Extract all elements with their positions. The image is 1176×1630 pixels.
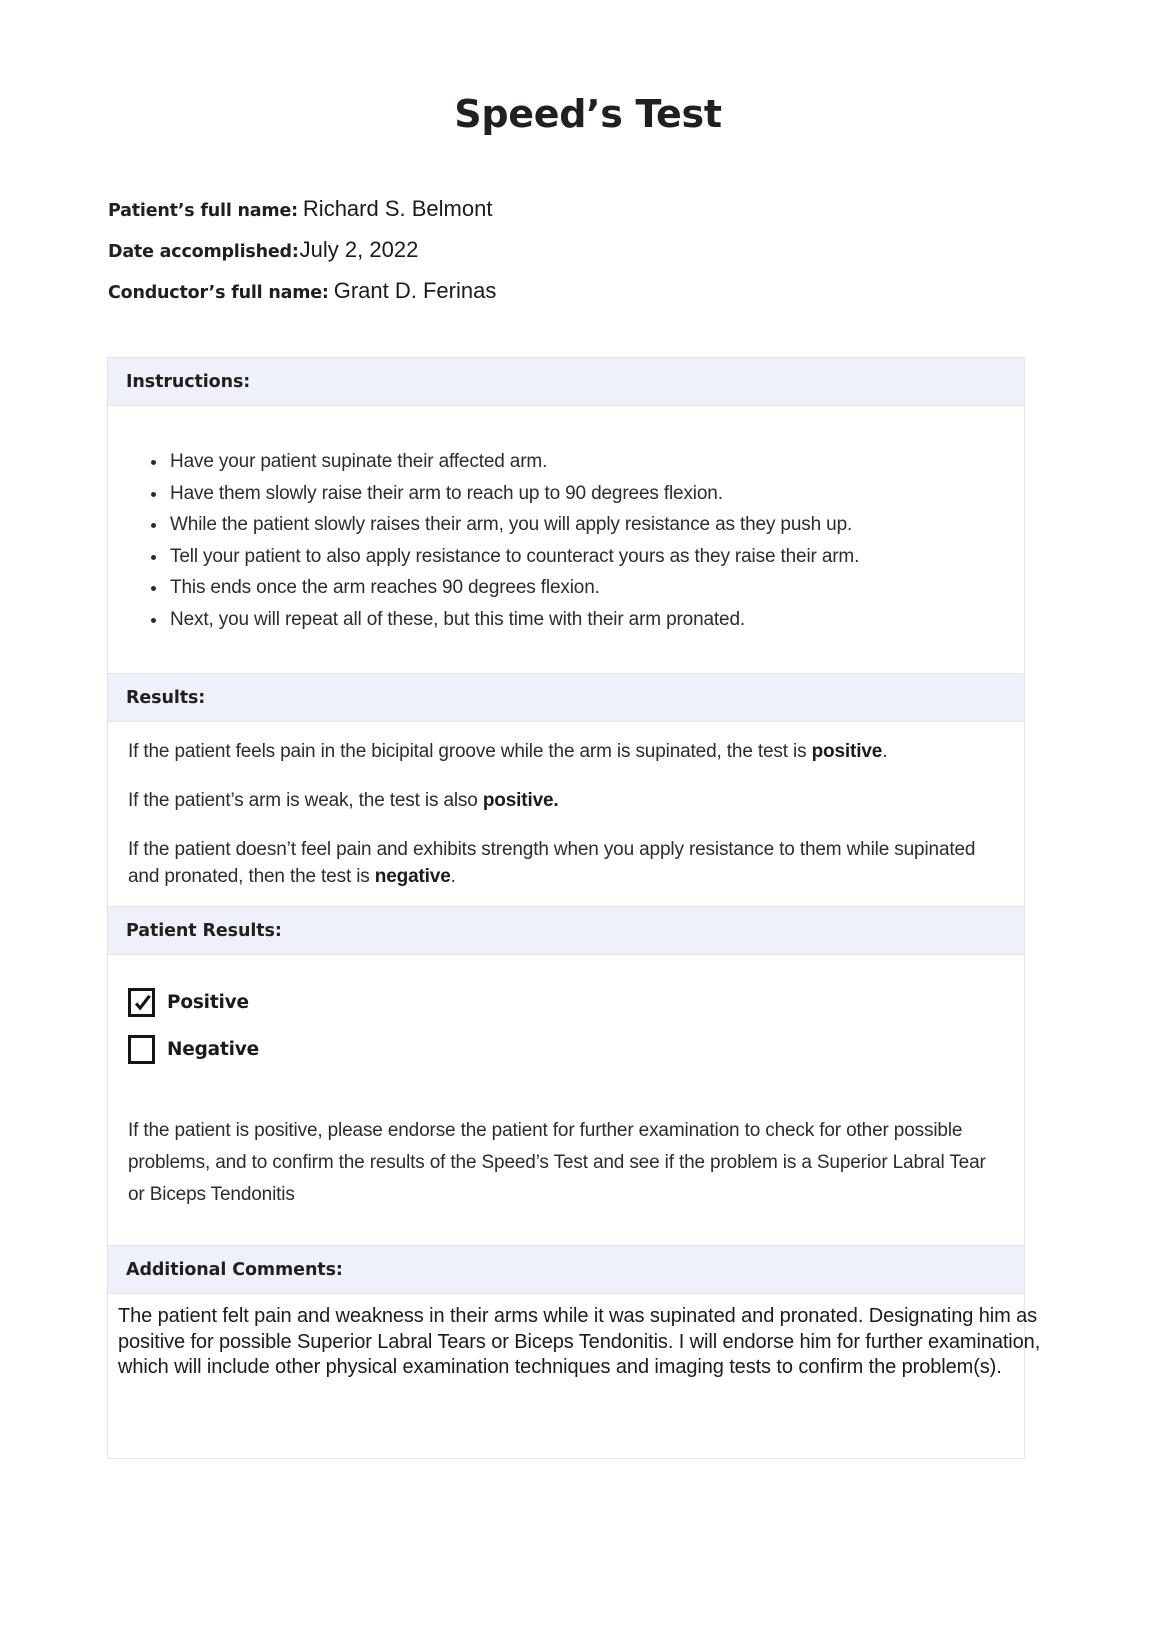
instructions-body bbox=[108, 406, 1024, 673]
conductor-name-label: Conductor’s full name: bbox=[108, 283, 329, 303]
instructions-heading: Instructions: bbox=[126, 372, 251, 392]
additional-comments-section bbox=[107, 1245, 1046, 1459]
checkbox-row-negative[interactable] bbox=[128, 1026, 1004, 1073]
date-accomplished-label: Date accomplished: bbox=[108, 242, 299, 262]
patient-results-section bbox=[107, 906, 1025, 1245]
date-accomplished-value[interactable]: July 2, 2022 bbox=[299, 237, 419, 262]
results-p2-emphasis: positive. bbox=[482, 790, 559, 811]
additional-comments-header bbox=[108, 1246, 1024, 1294]
check-icon bbox=[132, 993, 154, 1016]
list-item: This ends once the arm reaches 90 degrees flexion. bbox=[170, 572, 1004, 604]
results-p1-tail: . bbox=[882, 741, 888, 762]
results-paragraph-2 bbox=[128, 787, 993, 814]
conductor-name-value[interactable]: Grant D. Ferinas bbox=[333, 278, 497, 303]
instructions-header bbox=[108, 358, 1024, 406]
results-heading: Results: bbox=[126, 688, 206, 708]
instructions-list bbox=[128, 446, 1004, 635]
list-item: Have your patient supinate their affected arm. bbox=[170, 446, 1004, 478]
checkbox-row-positive[interactable] bbox=[128, 979, 1004, 1026]
results-paragraph-1 bbox=[128, 738, 993, 765]
page-title: Speed’s Test bbox=[454, 92, 722, 136]
additional-comments-text[interactable]: The patient felt pain and weakness in their arms while it was supinated and pronated. Designating him as positive for possible Superior Labral Tears or Biceps Tendonitis. I will endorse him for further examination, which will include other physical examination techniques and imaging tests to confirm the problem(s). bbox=[118, 1305, 1046, 1378]
patient-meta-block bbox=[108, 196, 1176, 319]
results-p3-emphasis: negative bbox=[374, 866, 451, 887]
date-accomplished-row bbox=[108, 237, 1176, 278]
results-body bbox=[108, 722, 1024, 906]
checkbox-negative[interactable] bbox=[128, 1035, 155, 1064]
patient-name-value[interactable]: Richard S. Belmont bbox=[302, 196, 493, 221]
results-paragraph-3 bbox=[128, 836, 993, 890]
checkbox-positive[interactable] bbox=[128, 988, 155, 1017]
additional-comments-heading: Additional Comments: bbox=[126, 1260, 343, 1280]
results-p3-tail: . bbox=[450, 866, 456, 887]
results-p3-text: If the patient doesn’t feel pain and exhibits strength when you apply resistance to them while supinated and pronated, then the test is bbox=[128, 839, 976, 887]
results-p1-emphasis: positive bbox=[811, 741, 883, 762]
checkbox-label-negative: Negative bbox=[167, 1039, 259, 1060]
checkbox-label-positive: Positive bbox=[167, 992, 249, 1013]
results-header bbox=[108, 674, 1024, 722]
results-p2-text: If the patient’s arm is weak, the test is also bbox=[128, 790, 483, 811]
patient-results-heading: Patient Results: bbox=[126, 921, 282, 941]
patient-name-label: Patient’s full name: bbox=[108, 201, 298, 221]
patient-name-row bbox=[108, 196, 1176, 237]
patient-results-header bbox=[108, 907, 1024, 955]
instructions-section bbox=[107, 357, 1025, 673]
list-item: Tell your patient to also apply resistance to counteract yours as they raise their arm. bbox=[170, 541, 1004, 573]
list-item: Have them slowly raise their arm to reach up to 90 degrees flexion. bbox=[170, 478, 1004, 510]
results-p1-text: If the patient feels pain in the bicipital groove while the arm is supinated, the test is bbox=[128, 741, 812, 762]
results-section bbox=[107, 673, 1025, 906]
additional-comments-body[interactable] bbox=[108, 1294, 1046, 1458]
list-item: Next, you will repeat all of these, but this time with their arm pronated. bbox=[170, 604, 1004, 636]
patient-results-choices bbox=[108, 955, 1024, 1079]
endorsement-note: If the patient is positive, please endorse the patient for further examination to check for other possible problems, and to confirm the results of the Speed’s Test and see if the problem is a Superior Labral Tear or Biceps Tendonitis bbox=[128, 1120, 986, 1205]
list-item: While the patient slowly raises their arm, you will apply resistance as they push up. bbox=[170, 509, 1004, 541]
conductor-name-row bbox=[108, 278, 1176, 319]
